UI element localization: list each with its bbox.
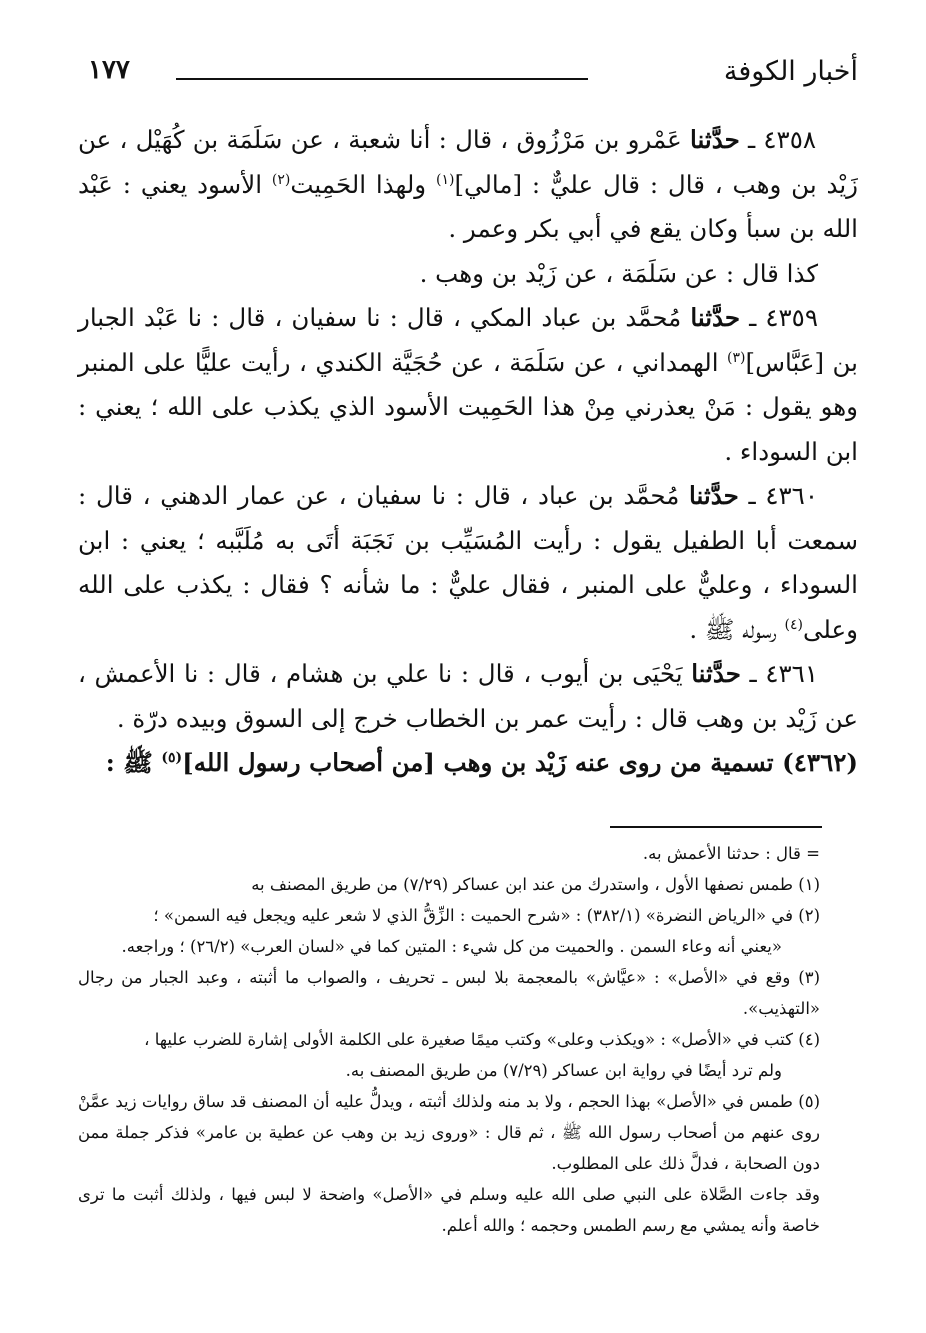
hadith-number: ٤٣٦١ ـ [749, 659, 818, 688]
footnote-1: (١) طمس نصفها الأول ، واستدرك من عند ابن عساكر (٧/٢٩) من طريق المصنف به [251, 875, 820, 894]
heading-text: (٤٣٦٢) تسمية من روى عنه زَيْد بن وهب [من أصحاب رسول الله] [182, 748, 858, 777]
haddathana-word: حدَّثنا [689, 481, 739, 510]
running-title: أخبار الكوفة [723, 56, 858, 87]
footnote-2-continued: «يعني أنه وعاء السمن . والحميت من كل شيء : المتين كما في «لسان العرب» (٢٦/٢) ؛ وراجعه. [121, 937, 782, 956]
header-rule [176, 78, 588, 80]
remark-text: كذا قال : عن سَلَمَة ، عن زَيْد بن وهب . [419, 258, 818, 288]
editor-remark [78, 252, 858, 297]
hadith-text: ولهذا الحَمِيت [290, 169, 427, 199]
hadith-number: ٤٣٥٨ ـ [747, 125, 817, 154]
haddathana-word: حدَّثنا [690, 125, 740, 154]
footnote-continuation: = قال : حدثنا الأعمش به. [642, 844, 820, 863]
hadith-text: مُحمَّد بن عباد ، قال : نا سفيان ، عن عمار الدهني ، قال : سمعت أبا الطفيل يقول : رأيت المُسَيِّب بن نَجَبَة أتَى به مُلَبَّبه ؛ يعني : ابن السوداء ، وعليٌّ على المنبر ، فقال عليٌّ : ما شأنه ؟ فقال : يكذب على الله وعلى [78, 481, 858, 644]
main-text [78, 118, 858, 786]
footnotes [78, 838, 820, 1241]
footnote-marker-1: (١) [436, 171, 455, 188]
footnote-5: (٥) طمس في «الأصل» بهذا الحجم ، ولا بد منه ولذلك أثبته ، ويدلُّ عليه أن المصنف قد ساق روايات زيد عمَّنْ روى عنهم من أصحاب رسول الله ﷺ ، ثم قال : «وروى زيد بن وهب عن عطية بن عامر» فذكر جملة ممن دون الصحابة ، فدلَّ ذلك على المطلوب. [78, 1092, 820, 1173]
hadith-text: الهمداني ، عن سَلَمَة ، عن حُجَيَّة الكندي ، رأيت عليًّا على المنبر وهو يقول : مَنْ يعذرني مِنْ هذا الحَمِيت الأسود الذي يكذب على الله ؛ يعني : ابن السوداء . [78, 347, 858, 466]
hadith-text: يَحْيَى بن أيوب ، قال : نا علي بن هشام ، قال : نا الأعمش ، عن زَيْد بن وهب قال : رأيت عمر بن الخطاب خرج إلى السوق وبيده درّة . [78, 659, 858, 733]
hadith-text: الأسود يعني : عَبْد الله بن سبأ وكان يقع في أبي بكر وعمر . [78, 169, 858, 243]
hadith-number: ٤٣٥٩ ـ [749, 303, 818, 332]
haddathana-word: حدَّثنا [691, 659, 741, 688]
hadith-4360 [78, 474, 858, 652]
hadith-text: مُحمَّد بن عباد المكي ، قال : نا سفيان ، قال : نا عَبْد الجبار بن [عَبَّاس] [78, 303, 858, 377]
section-heading-4362 [78, 741, 858, 786]
footnote-4-continued: ولم ترد أيضًا في رواية ابن عساكر (٧/٢٩) من طريق المصنف به. [345, 1061, 782, 1080]
footnote-marker-4: (٤) [784, 616, 804, 633]
footnote-divider [610, 826, 822, 828]
hadith-text: عَمْرو بن مَرْزُوق ، قال : أنا شعبة ، عن سَلَمَة بن كُهَيْل ، عن زَيْد بن وهب ، قال : قال عليٌّ : [مالي] [78, 125, 858, 199]
footnote-5-continued: وقد جاءت الصَّلاة على النبي صلى الله عليه وسلم في «الأصل» واضحة لا لبس فيها ، ولذلك أثبت ما ترى خاصة وأنه يمشي مع رسم الطمس وحجمه ؛ والله أعلم. [78, 1185, 820, 1235]
footnote-marker-5: (٥) [161, 749, 183, 766]
footnote-2: (٢) في «الرياض النضرة» (٣٨٢/١) : «شرح الحميت : الزِّقُّ الذي لا شعر عليه ويجعل فيه السمن» ؛ [153, 906, 820, 925]
page-header [88, 52, 858, 96]
haddathana-word: حدَّثنا [690, 303, 741, 332]
hadith-number: ٤٣٦٠ ـ [748, 481, 818, 510]
footnote-4: (٤) كتب في «الأصل» : «ويكذب وعلى» وكتب ميمًا صغيرة على الكلمة الأولى إشارة للضرب عليها ، [144, 1030, 820, 1049]
hadith-4358 [78, 118, 858, 252]
hadith-4359 [78, 296, 858, 474]
footnote-marker-2: (٢) [271, 171, 291, 188]
heading-end: ﷺ : [105, 748, 153, 777]
footnote-3: (٣) وقع في «الأصل» : «عيَّاش» بالمعجمة بلا لبس ـ تحريف ، والصواب ما أثبته ، وعبد الجبار من رجال «التهذيب». [78, 968, 820, 1018]
hadith-text: رسوله ﷺ . [689, 614, 777, 644]
page-number: ١٧٧ [88, 55, 130, 85]
footnote-marker-3: (٣) [727, 349, 746, 366]
hadith-4361 [78, 652, 858, 741]
